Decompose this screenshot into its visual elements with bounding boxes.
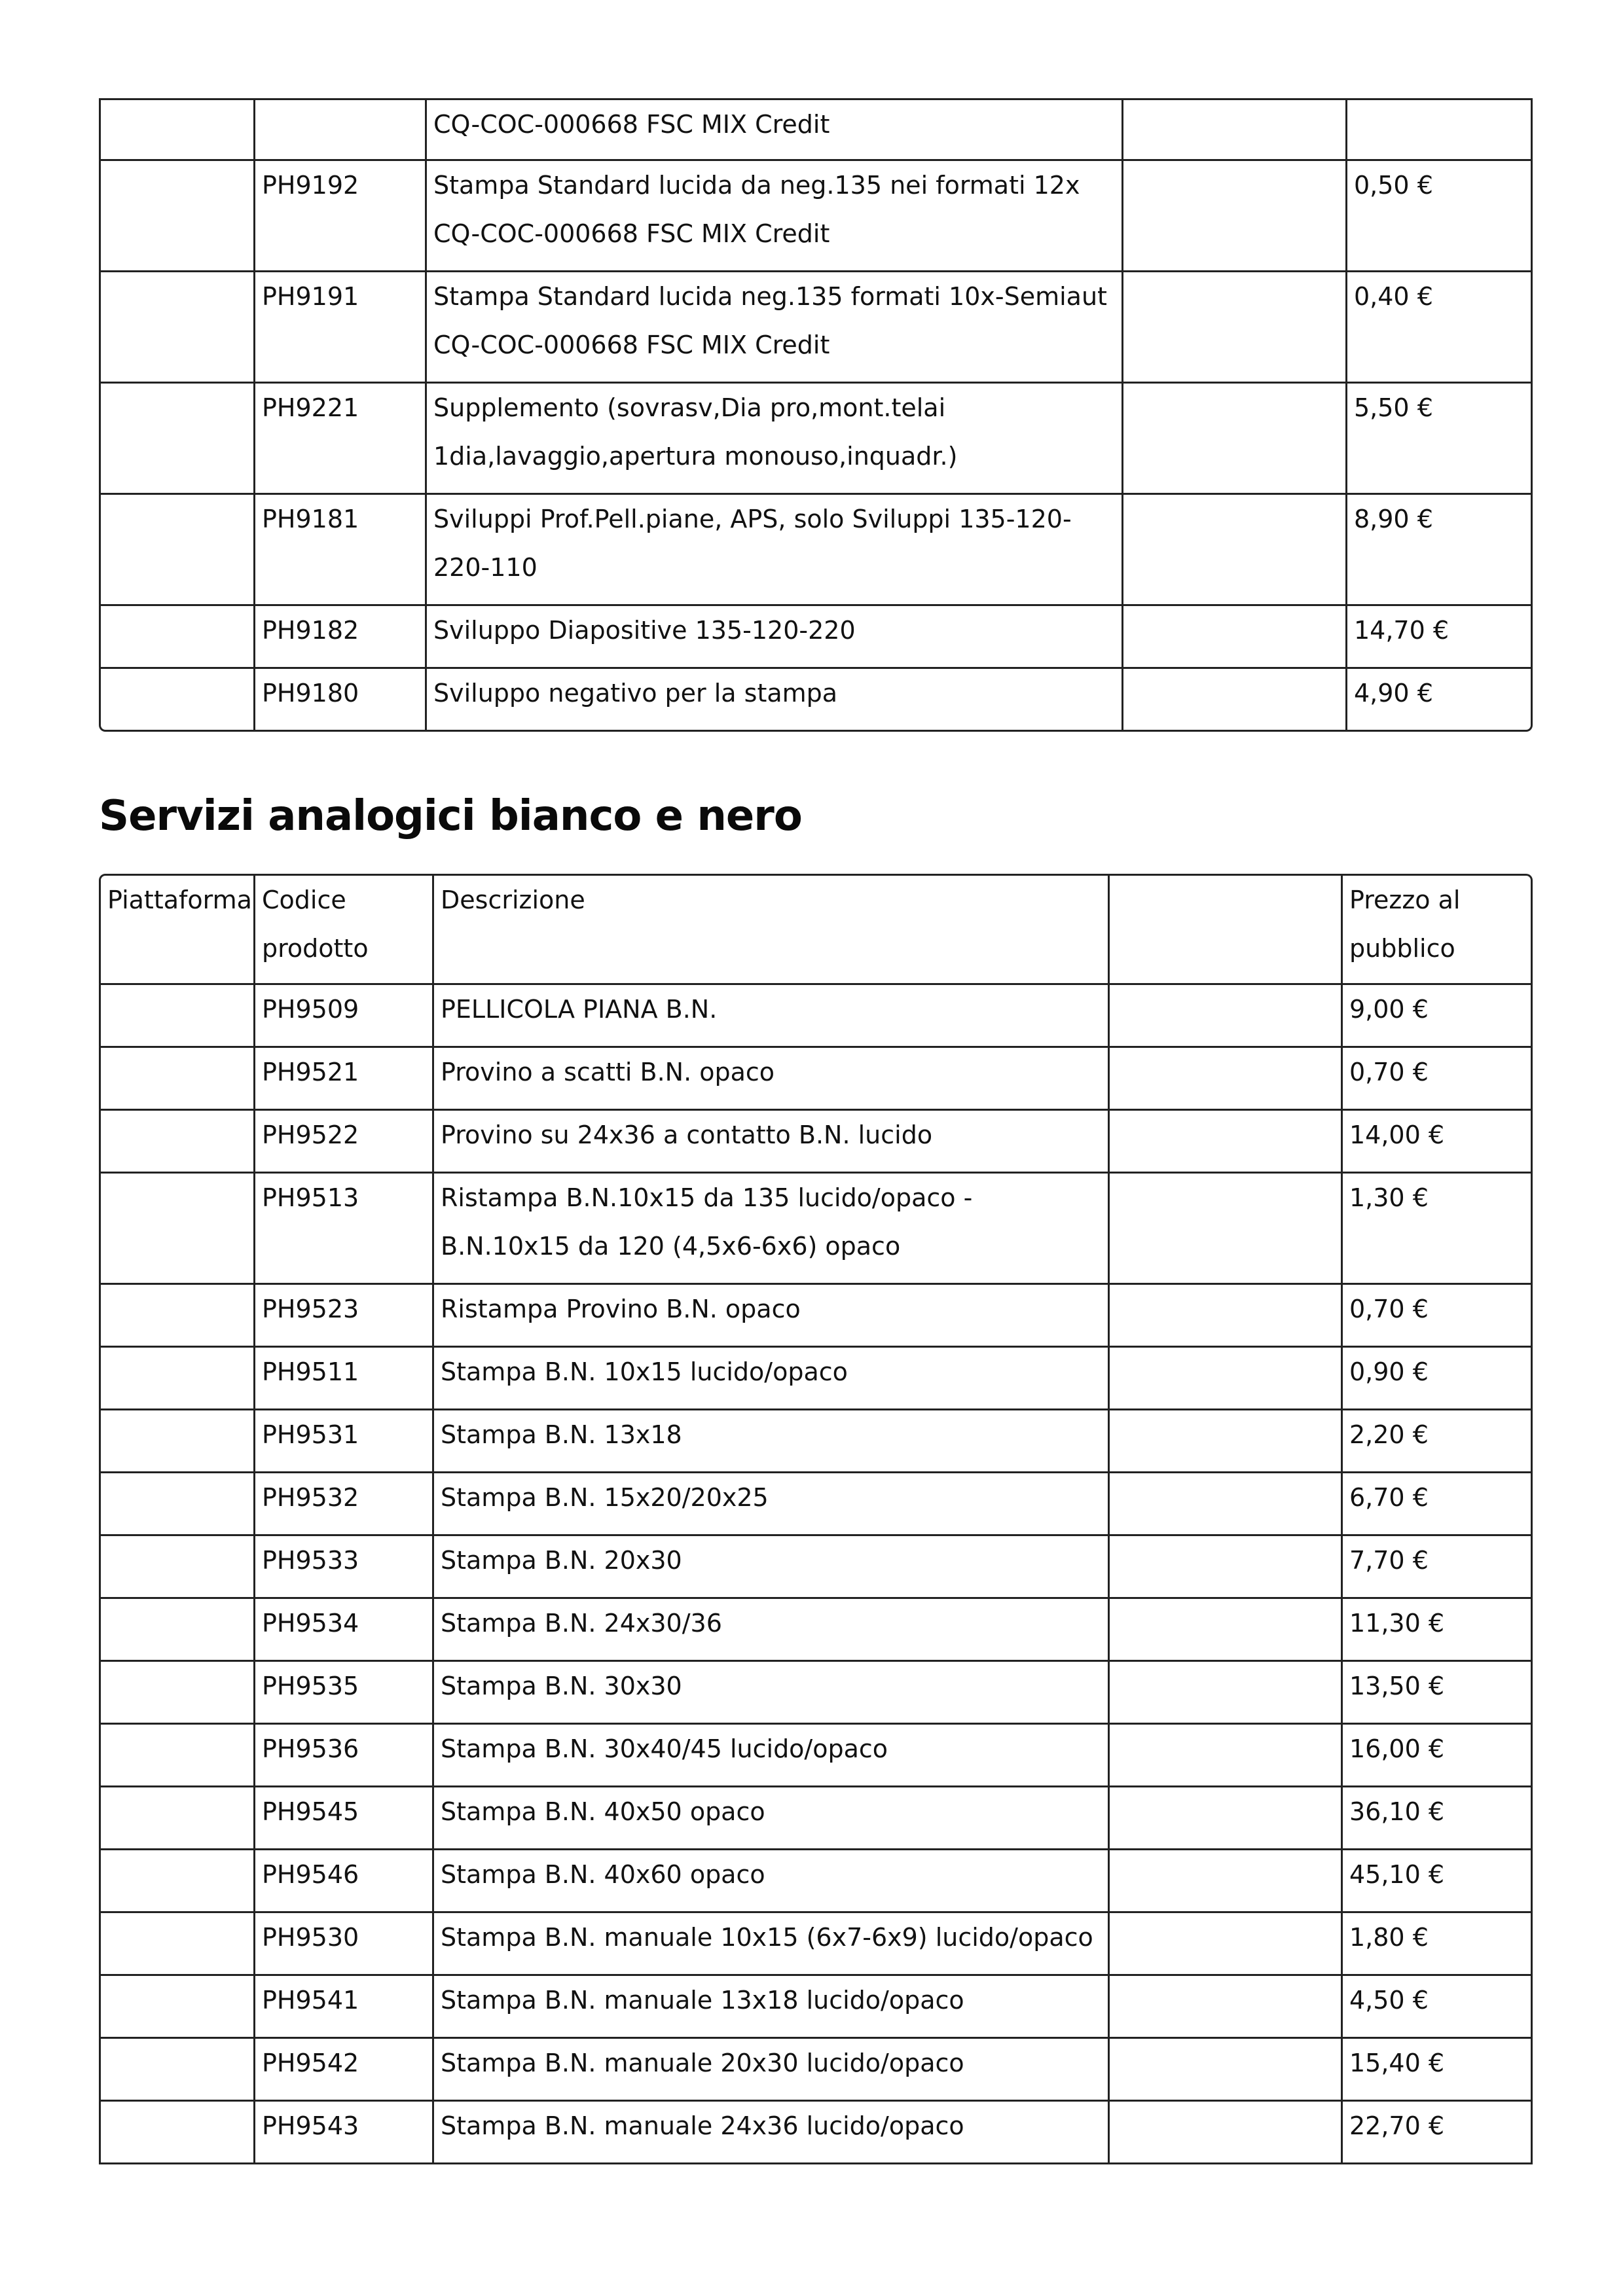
cell-description: Stampa B.N. manuale 10x15 (6x7-6x9) lucido/opaco	[434, 1913, 1110, 1976]
cell-extra	[1123, 272, 1347, 384]
cell-description: Stampa B.N. 30x30	[434, 1662, 1110, 1725]
cell-platform	[99, 2039, 255, 2102]
cell-extra	[1123, 161, 1347, 272]
cell-platform	[99, 1976, 255, 2039]
cell-price: 9,00 €	[1343, 985, 1533, 1048]
cell-description: Provino su 24x36 a contatto B.N. lucido	[434, 1111, 1110, 1174]
cell-price: 1,30 €	[1343, 1174, 1533, 1285]
cell-code: PH9541	[255, 1976, 434, 2039]
cell-description: PELLICOLA PIANA B.N.	[434, 985, 1110, 1048]
cell-price: 13,50 €	[1343, 1662, 1533, 1725]
table-row	[99, 1536, 1533, 1599]
cell-extra	[1123, 384, 1347, 495]
header-platform: Piattaforma	[99, 874, 255, 985]
cell-price: 4,50 €	[1343, 1976, 1533, 2039]
table-row	[99, 1285, 1533, 1348]
cell-platform	[99, 985, 255, 1048]
cell-description: Stampa Standard lucida da neg.135 nei formati 12x CQ-COC-000668 FSC MIX Credit	[427, 161, 1123, 272]
cell-platform	[99, 1536, 255, 1599]
cell-extra	[1123, 98, 1347, 161]
cell-description: Ristampa Provino B.N. opaco	[434, 1285, 1110, 1348]
table-row	[99, 272, 1533, 384]
cell-platform	[99, 2102, 255, 2164]
cell-platform	[99, 1174, 255, 1285]
cell-extra	[1110, 1348, 1343, 1410]
cell-code: PH9180	[255, 669, 427, 732]
cell-price: 0,50 €	[1347, 161, 1533, 272]
cell-description: Stampa B.N. 10x15 lucido/opaco	[434, 1348, 1110, 1410]
cell-platform	[99, 272, 255, 384]
cell-description: Stampa B.N. 40x60 opaco	[434, 1850, 1110, 1913]
cell-extra	[1123, 669, 1347, 732]
cell-description: Supplemento (sovrasv,Dia pro,mont.telai 1dia,lavaggio,apertura monouso,inquadr.)	[427, 384, 1123, 495]
cell-description: Ristampa B.N.10x15 da 135 lucido/opaco - B.N.10x15 da 120 (4,5x6-6x6) opaco	[434, 1174, 1110, 1285]
cell-code: PH9513	[255, 1174, 434, 1285]
cell-code: PH9521	[255, 1048, 434, 1111]
header-code: Codice prodotto	[255, 874, 434, 985]
table-row	[99, 1410, 1533, 1473]
cell-code: PH9533	[255, 1536, 434, 1599]
cell-price: 15,40 €	[1343, 2039, 1533, 2102]
cell-price: 22,70 €	[1343, 2102, 1533, 2164]
cell-extra	[1110, 1285, 1343, 1348]
cell-extra	[1110, 1725, 1343, 1787]
cell-code: PH9191	[255, 272, 427, 384]
cell-code: PH9182	[255, 606, 427, 669]
table-row	[99, 495, 1533, 606]
table-row	[99, 985, 1533, 1048]
cell-code: PH9509	[255, 985, 434, 1048]
table-row	[99, 1662, 1533, 1725]
cell-extra	[1110, 1048, 1343, 1111]
cell-platform	[99, 1410, 255, 1473]
cell-price: 6,70 €	[1343, 1473, 1533, 1536]
cell-extra	[1110, 1174, 1343, 1285]
cell-platform	[99, 98, 255, 161]
cell-code: PH9531	[255, 1410, 434, 1473]
cell-price: 1,80 €	[1343, 1913, 1533, 1976]
header-description: Descrizione	[434, 874, 1110, 985]
cell-extra	[1110, 1787, 1343, 1850]
cell-platform	[99, 1599, 255, 1662]
cell-price: 14,70 €	[1347, 606, 1533, 669]
table-row	[99, 606, 1533, 669]
cell-platform	[99, 1913, 255, 1976]
cell-platform	[99, 1048, 255, 1111]
price-table-bw	[99, 874, 1533, 2164]
cell-description: Sviluppi Prof.Pell.piane, APS, solo Sviluppi 135-120-220-110	[427, 495, 1123, 606]
cell-code: PH9221	[255, 384, 427, 495]
table-row	[99, 1473, 1533, 1536]
table-row	[99, 669, 1533, 732]
table-row	[99, 2039, 1533, 2102]
cell-code: PH9522	[255, 1111, 434, 1174]
cell-code: PH9532	[255, 1473, 434, 1536]
header-extra	[1110, 874, 1343, 985]
table-row	[99, 1725, 1533, 1787]
cell-platform	[99, 384, 255, 495]
cell-description: Stampa B.N. manuale 20x30 lucido/opaco	[434, 2039, 1110, 2102]
cell-platform	[99, 1850, 255, 1913]
cell-code: PH9542	[255, 2039, 434, 2102]
cell-price: 0,70 €	[1343, 1285, 1533, 1348]
cell-description: Sviluppo Diapositive 135-120-220	[427, 606, 1123, 669]
cell-extra	[1110, 1662, 1343, 1725]
cell-price: 0,90 €	[1343, 1348, 1533, 1410]
cell-price	[1347, 98, 1533, 161]
cell-extra	[1110, 1976, 1343, 2039]
cell-description: Stampa B.N. 30x40/45 lucido/opaco	[434, 1725, 1110, 1787]
cell-description: Stampa Standard lucida neg.135 formati 10x-Semiaut CQ-COC-000668 FSC MIX Credit	[427, 272, 1123, 384]
cell-price: 11,30 €	[1343, 1599, 1533, 1662]
table-header-row	[99, 874, 1533, 985]
cell-price: 7,70 €	[1343, 1536, 1533, 1599]
cell-price: 2,20 €	[1343, 1410, 1533, 1473]
table-row	[99, 1048, 1533, 1111]
cell-platform	[99, 1787, 255, 1850]
cell-description: Stampa B.N. manuale 13x18 lucido/opaco	[434, 1976, 1110, 2039]
cell-extra	[1110, 1536, 1343, 1599]
cell-extra	[1110, 1850, 1343, 1913]
table-row	[99, 1913, 1533, 1976]
cell-code: PH9511	[255, 1348, 434, 1410]
table-row	[99, 1976, 1533, 2039]
cell-platform	[99, 161, 255, 272]
cell-platform	[99, 1348, 255, 1410]
cell-price: 5,50 €	[1347, 384, 1533, 495]
price-table-color	[99, 98, 1533, 732]
cell-code: PH9543	[255, 2102, 434, 2164]
table-row	[99, 1174, 1533, 1285]
cell-price: 36,10 €	[1343, 1787, 1533, 1850]
section-title: Servizi analogici bianco e nero	[99, 792, 802, 840]
table-row	[99, 98, 1533, 161]
cell-platform	[99, 606, 255, 669]
cell-platform	[99, 1111, 255, 1174]
cell-description: Stampa B.N. 20x30	[434, 1536, 1110, 1599]
cell-description: CQ-COC-000668 FSC MIX Credit	[427, 98, 1123, 161]
cell-extra	[1110, 1913, 1343, 1976]
cell-platform	[99, 1725, 255, 1787]
cell-platform	[99, 1662, 255, 1725]
cell-extra	[1110, 2102, 1343, 2164]
cell-code: PH9546	[255, 1850, 434, 1913]
cell-code: PH9192	[255, 161, 427, 272]
cell-description: Stampa B.N. 24x30/36	[434, 1599, 1110, 1662]
table-row	[99, 1599, 1533, 1662]
cell-description: Sviluppo negativo per la stampa	[427, 669, 1123, 732]
cell-code: PH9536	[255, 1725, 434, 1787]
table-row	[99, 1111, 1533, 1174]
table-row	[99, 384, 1533, 495]
cell-code: PH9545	[255, 1787, 434, 1850]
cell-code	[255, 98, 427, 161]
table-row	[99, 161, 1533, 272]
cell-platform	[99, 1473, 255, 1536]
cell-description: Stampa B.N. 40x50 opaco	[434, 1787, 1110, 1850]
cell-code: PH9523	[255, 1285, 434, 1348]
cell-extra	[1123, 495, 1347, 606]
cell-price: 8,90 €	[1347, 495, 1533, 606]
cell-platform	[99, 669, 255, 732]
table-row	[99, 1850, 1533, 1913]
cell-price: 16,00 €	[1343, 1725, 1533, 1787]
cell-extra	[1110, 1473, 1343, 1536]
cell-price: 45,10 €	[1343, 1850, 1533, 1913]
cell-code: PH9535	[255, 1662, 434, 1725]
cell-price: 4,90 €	[1347, 669, 1533, 732]
cell-extra	[1110, 1410, 1343, 1473]
cell-extra	[1110, 985, 1343, 1048]
cell-extra	[1123, 606, 1347, 669]
cell-price: 0,40 €	[1347, 272, 1533, 384]
cell-description: Provino a scatti B.N. opaco	[434, 1048, 1110, 1111]
cell-extra	[1110, 1111, 1343, 1174]
cell-platform	[99, 495, 255, 606]
cell-price: 0,70 €	[1343, 1048, 1533, 1111]
cell-code: PH9530	[255, 1913, 434, 1976]
table-row	[99, 2102, 1533, 2164]
cell-platform	[99, 1285, 255, 1348]
cell-price: 14,00 €	[1343, 1111, 1533, 1174]
header-price: Prezzo al pubblico	[1343, 874, 1533, 985]
cell-description: Stampa B.N. manuale 24x36 lucido/opaco	[434, 2102, 1110, 2164]
table-row	[99, 1787, 1533, 1850]
cell-extra	[1110, 1599, 1343, 1662]
cell-code: PH9181	[255, 495, 427, 606]
cell-description: Stampa B.N. 15x20/20x25	[434, 1473, 1110, 1536]
cell-code: PH9534	[255, 1599, 434, 1662]
cell-extra	[1110, 2039, 1343, 2102]
table-row	[99, 1348, 1533, 1410]
cell-description: Stampa B.N. 13x18	[434, 1410, 1110, 1473]
